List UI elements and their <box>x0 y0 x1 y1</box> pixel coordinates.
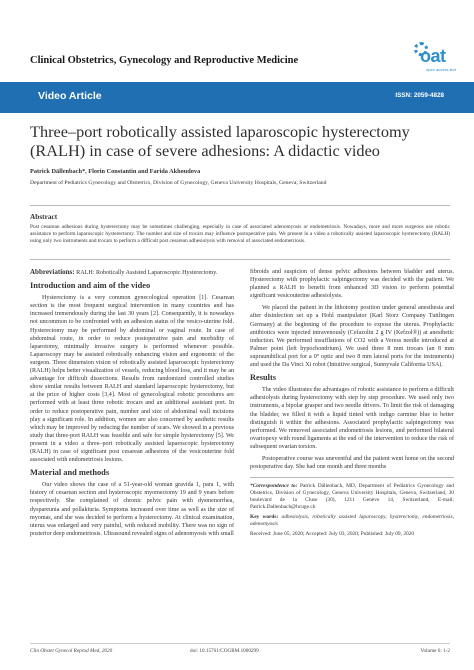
postop-paragraph: Postoperative course was uneventful and the patient went home on the second postoperative day. She had one month and three months <box>250 455 454 471</box>
abbreviations-label: Abbreviations: <box>30 268 75 276</box>
methods-heading: Material and methods <box>30 468 110 478</box>
abbreviations <box>30 268 234 277</box>
footer-doi[interactable]: doi: 10.15761/COGRM.1000299 <box>190 648 259 654</box>
methods-paragraph-cont: fibroids and suspicion of dense pelvic adhesions between bladder and uterus. Hysterectomy with prophylactic salpingectomy was decided with the patient. We planned a RALH to benefit from enhanced 3D vision to perform potential significant vesicouterine adhesiolysis. <box>250 269 454 300</box>
oat-logo <box>414 42 457 72</box>
procedure-paragraph: We placed the patient in the lithotomy position under general anesthesia and after disinfection set up a Hohl manipulator (Karl Storz Company Tuttlingen Germany) at the beginning of the procedure to expose the uterus. Prophylactic antibiotics were injected intravenously (Cefazolin 2 g IV (Kefzol®)) at anesthetic induction. We performed insufflations of CO2 with a Veress needle introduced at Palmer point (left hypochondrium). We used three 8 mm trocars (an 8 mm supraumbilical port for a 0° optic and two 8 mm lateral ports for the instruments) and used the Da Vinci Xi robot (Intuitive surgical, Sunnyvale California USA). <box>250 305 454 369</box>
left-column <box>30 268 234 542</box>
affiliation: Department of Pediatrics Gynecology and Obstetrics, Division of Gynecology, Geneva University Hospitals, Geneva, Switzerland <box>30 180 327 186</box>
article-type: Video Article <box>38 90 102 102</box>
intro-paragraph: Hysterectomy is a very common gynecological operation [1]. Cesarean section is the most frequent surgical intervention in many countries and has increased tremendously during the last 30 years [2]. Consequently, it is nowadays not uncommon to be confronted with an adhesion status of the vesico-uterine fold. Hysterectomy may be performed by abdominal or vaginal route. In case of abdominal route, in order to reduce postoperative pain and morbidity of laparotomy, minimally invasive surgery is performed whenever possible. Laparoscopy may be assisted robotically enhancing vision and ergonomic of the surgeon. Three dimension vision of robotically assisted laparoscopic hysterectomy (RALH) helps better visualization of vessels, reducing blood loss, and it may be an advantage for difficult dissections. Results from randomized controlled studies show similar results between RALH and standard laparoscopic hysterectomy, but at the price of higher costs [3,4]. Most of gynecological robotic procedures are performed with at least three robotic trocars and an additional assistant port. In order to reduce postoperative pain, number and size of abdominal wall incisions play a significant role. In addition, women are also concerned by aesthetic results which may be improved by reducing the number of scars. We showed in a previous study that three-port RALH was feasible and safe for simple hysterectomy [5]. We present in a video a three–port robotically assisted laparoscopic hysterectomy (RALH) in case of significant post cesarean adhesions of the vesicouterine fold associated with endometriosis lesions. <box>30 295 234 464</box>
right-column <box>250 268 454 541</box>
results-heading: Results <box>250 373 277 383</box>
authors: Patrick Dällenbach*, Florin Constantin and Farida Akhoudova <box>30 168 201 175</box>
footer-journal: Clin Obstet Gynecol Reprod Med, 2020 <box>30 648 113 654</box>
keywords <box>250 514 454 528</box>
abstract-section <box>30 205 450 255</box>
dates: Received: June 05, 2020; Accepted: July 03, 2020; Published: July 09, 2020 <box>250 531 415 538</box>
article-title: Three–port robotically assisted laparoscopic hysterectomy (RALH) in case of severe adhesions: A didactic video <box>30 122 410 160</box>
logo-text: oat <box>420 46 446 66</box>
correspondence-label: *Correspondence to: <box>250 483 298 490</box>
abstract-text: Post cesarean adhesions during hysterectomy may be sometimes challenging, especially in case of associated adenomyosis or endometriosis. Nowadays, more and more surgeons use robotic assistance to perform laparoscopic hysterectomy. The number and size of trocars may influence postoperative pain. We present in a video a robotically assisted laparoscopic hysterectomy (RALH) using only two instruments and trocars to perform a difficult post cesarean adhesiolysis with removal of associated endometriosis. <box>30 224 450 245</box>
correspondence <box>250 483 454 511</box>
page-footer <box>30 643 450 654</box>
issn: ISSN: 2059-4828 <box>395 92 444 99</box>
logo-subtext: open access text <box>426 67 457 72</box>
intro-heading: Introduction and aim of the video <box>30 281 151 291</box>
results-paragraph: The video illustrates the advantages of robotic assistance to perform a difficult adhesiolysis during hysterectomy with step by step procedure. We used only two instruments, a bipolar grasper and two needle drivers. To limit the risk of damaging the bladder, we filled it with a liquid tinted with indigo carmine blue to better distinguish it within the adhesions. Associated prophylactic salpingectomy was performed. We removed associated endometriosis lesions, and performed bilateral ovariopexy with round ligaments at the end of the intervention to reduce the risk of subsequent ovarian torsion. <box>250 387 454 450</box>
abbreviations-text: RALH: Robotically Assisted Laparoscopic Hysterectomy. <box>76 270 218 276</box>
keywords-label: Key words: <box>250 514 279 521</box>
journal-title: Clinical Obstetrics, Gynecology and Reproductive Medicine <box>30 55 299 66</box>
keywords-text: adhesiolysis, robotically assisted laparoscopy, hysterectomy, endometriosis, adenomyosis <box>250 514 454 528</box>
article-banner <box>0 82 474 113</box>
correspondence-text: Patrick Dällenbach, MD, Department of Pediatrics Gynecology and Obstetrics, Division of Gynecology, Geneva University Hospitals, Geneva, Switzerland, 30 boulevard de la Cluse (30), 1211 Genève 14, Switzerland, E-mail: Patrick.Dallenbach@hcuge.ch <box>250 483 454 511</box>
abstract-heading: Abstract <box>30 212 58 221</box>
methods-paragraph: Our video shows the case of a 51-year-old woman gravida 1, para 1, with history of cesarean section and hysteroscopic myomectomy 19 and 9 years before respectively. She complained of chronic pelvic pain with dysmenorrhea, dyspareunia and pollakiuria. Symptoms increased over time as well as the size of myomas, and she was decided to perform a hysterectomy. At clinical examination, uterus was enlarged and very painful, with reduced mobility. There was no sign of posterior deep endometriosis. Ultrasound revealed signs of adenomyosis with small <box>30 482 234 537</box>
divider <box>30 259 450 260</box>
correspondence-box <box>250 477 454 538</box>
footer-volume: Volume 6: 1-2 <box>420 648 450 654</box>
